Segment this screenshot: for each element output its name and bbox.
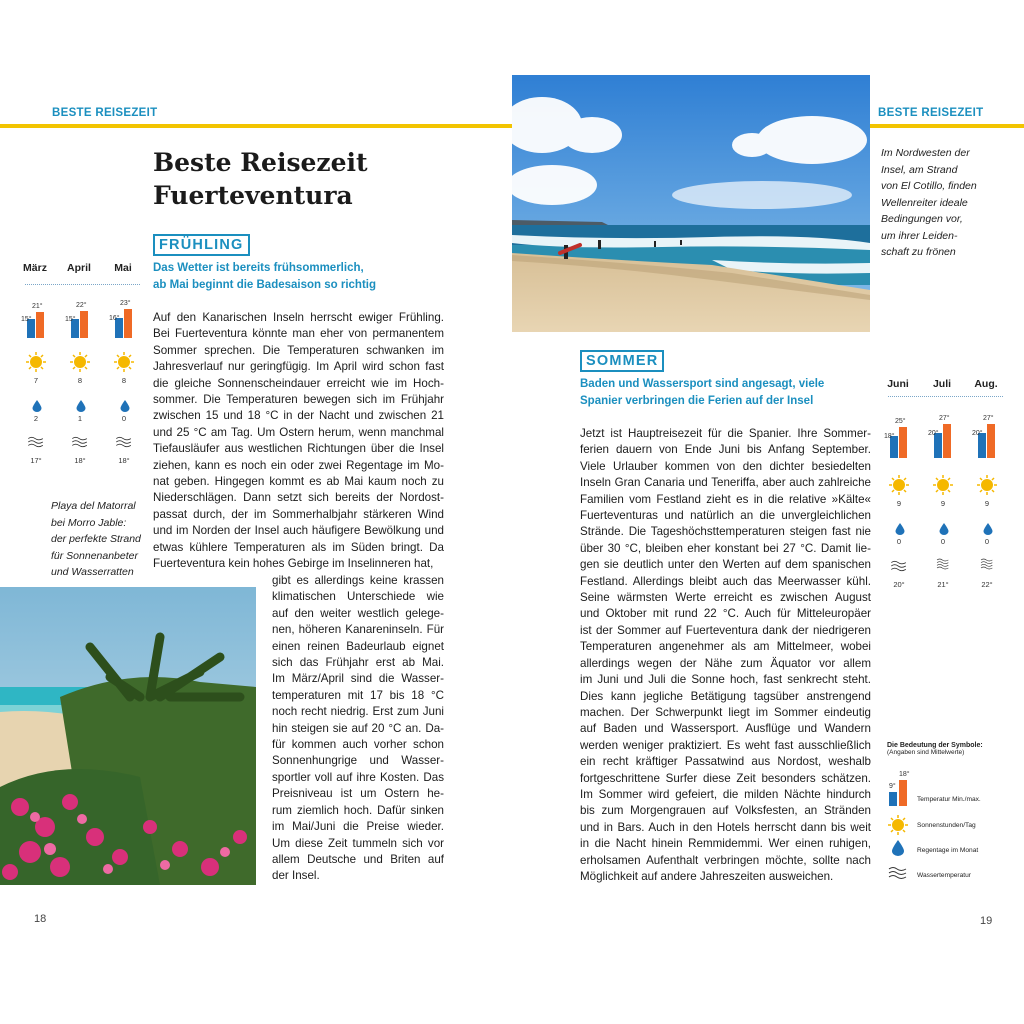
legend-rain-label: Regentage im Monat xyxy=(917,847,979,854)
legend-min-bar xyxy=(889,792,897,806)
water-temp-value: 17° xyxy=(30,456,42,465)
max-temp-bar xyxy=(987,424,995,458)
body-line: bis zum Morgengrauen auf Volksfesten, an Stränden xyxy=(580,804,871,818)
body-line: machen. Der Schwerpunkt liegt im Sommer eindeutig xyxy=(580,705,871,719)
month-label: April xyxy=(67,262,91,274)
max-temp-label: 25° xyxy=(895,417,906,425)
subhead-line-1: Baden und Wassersport sind angesagt, viele xyxy=(580,378,825,390)
body-line: gibt es allerdings keine krassen xyxy=(272,574,444,587)
caption-line: der perfekte Strand xyxy=(51,533,141,545)
month-label: Aug. xyxy=(974,378,998,390)
body-line: Dies kann jegliche Betätigung tagsüber anstrengend xyxy=(580,689,871,703)
month-label: Juli xyxy=(932,378,952,390)
body-line: zwischen 15 und 18 °C in der Nacht und zwischen 21 xyxy=(153,409,444,423)
body-line: Bei Fuerteventura könnte man eher von permanentem xyxy=(153,327,444,341)
title-line-2: Fuerteventura xyxy=(153,181,353,210)
legend-subtitle: (Angaben sind Mittelwerte) xyxy=(887,749,965,756)
body-line: und 25 °C am Tag. Um Ostern herum, wenn manchmal xyxy=(153,425,444,439)
raindrop-icon xyxy=(76,400,86,412)
month-label: März xyxy=(23,262,47,274)
legend-max-bar xyxy=(899,780,907,806)
body-line: Preisniveau ist um Ostern he- xyxy=(272,787,444,801)
season-badge-summer: SOMMER xyxy=(580,350,664,372)
body-line: ist der Sommer auf Fuerteventura dank der niedrigeren xyxy=(580,623,871,637)
body-line: Um diese Zeit tummeln sich vor xyxy=(272,836,444,850)
body-line: Familien vom Festland zieht es in die relative »Kälte« xyxy=(580,492,871,506)
legend-temp-bars xyxy=(889,772,913,806)
body-line: nen, höheren Kanareninseln. Für xyxy=(272,623,444,637)
sun-icon xyxy=(26,352,46,372)
body-line: allerdings wegen der Nähe zum Äquator vor allem xyxy=(580,656,871,670)
body-line: erholsamen Aufenthalt verbringen möchte, sollte nach xyxy=(580,853,871,867)
waves-icon xyxy=(71,436,89,448)
page-number-right: 19 xyxy=(980,915,993,927)
body-line: in die Nacht hinein Remmidemmi. Wer einen ruhigen, xyxy=(580,837,871,851)
section-label-left: BESTE REISEZEIT xyxy=(52,107,158,119)
rain-days-value: 0 xyxy=(940,537,946,546)
caption-line: für Sonnenanbeter xyxy=(51,549,138,562)
body-line: einen reinen Badeurlaub eignet xyxy=(272,639,444,653)
body-line: Seine wärmsten Werte erreicht es zwischen August xyxy=(580,591,871,605)
water-temp-value: 18° xyxy=(118,456,130,465)
max-temp-label: 27° xyxy=(983,415,994,423)
header-rule-left xyxy=(0,124,512,128)
max-temp-label: 23° xyxy=(120,300,131,308)
body-line: und im Norden der Insel auch häufigere Bewölkung und xyxy=(153,524,444,538)
waves-icon xyxy=(978,558,996,570)
rain-days-value: 0 xyxy=(121,414,127,423)
body-line: werden weniger praktiziert. Es weht fast ausschließlich xyxy=(580,738,871,752)
sun-icon xyxy=(933,475,953,495)
caption-line: bei Morro Jable: xyxy=(51,516,127,529)
caption-line: Im Nordwesten der xyxy=(881,147,970,159)
sun-hours-value: 9 xyxy=(984,499,990,508)
raindrop-icon xyxy=(32,400,42,412)
max-temp-bar xyxy=(943,424,951,458)
title-line-1: Beste Reisezeit xyxy=(153,148,368,177)
body-line: die gleiche Sonnenscheindauer erreicht wie im Hoch- xyxy=(153,376,444,390)
body-line: Jetzt ist Hauptreisezeit für die Spanier. Ihre Sommer- xyxy=(580,427,871,440)
raindrop-icon xyxy=(983,523,993,535)
subhead-line-2: ab Mai beginnt die Badesaison so richtig xyxy=(153,279,377,291)
body-line: Im März/April sind die Wasser- xyxy=(272,672,444,686)
body-line: gen sie deutlich unter den Werten auf dem spanischen xyxy=(580,558,871,572)
subhead-line-1: Das Wetter ist bereits frühsommerlich, xyxy=(153,262,364,274)
legend-raindrop-icon xyxy=(892,840,904,856)
body-line: und Oktober mit rund 22 °C. Auch für Mitteleuropäer xyxy=(580,607,871,621)
body-line: Fuerteventuras und natürlich an die unvergleichlichen xyxy=(580,509,871,523)
min-temp-label: 20° xyxy=(928,430,939,437)
subhead-summer xyxy=(580,376,824,410)
legend-sun-icon xyxy=(888,815,908,835)
min-temp-label: 16° xyxy=(109,315,120,322)
sun-icon xyxy=(114,352,134,372)
sun-icon xyxy=(889,475,909,495)
body-line: Temperaturen angenehmer als am Mittelmeer, wobei xyxy=(580,640,871,654)
waves-icon xyxy=(890,560,908,572)
sun-hours-value: 8 xyxy=(77,376,83,385)
min-temp-label: 15° xyxy=(21,316,32,324)
min-temp-label: 18° xyxy=(884,432,895,440)
body-line: sommer. Die Temperaturen bewegen sich im Frühjahr xyxy=(153,393,444,407)
legend-temp-label: Temperatur Min./max. xyxy=(917,796,981,803)
surf-beach-photo-el-cotillo xyxy=(512,75,870,332)
legend-waves-icon xyxy=(888,866,908,880)
body-text-spring-continued xyxy=(272,573,444,885)
body-line: nat geben. Hingegen kommt es ab Mai kaum noch zu xyxy=(153,475,444,489)
body-line: Jahresverlauf nur geringfügig. Im April wird schon fast xyxy=(153,360,444,374)
raindrop-icon xyxy=(120,400,130,412)
body-line: allem Deutsche und Briten auf xyxy=(272,852,444,866)
body-line: auf den weiter westlich gelege- xyxy=(272,606,444,620)
body-line: ferien dauern von Ende Juni bis Anfang September. xyxy=(580,443,871,457)
photo-caption-right xyxy=(881,145,991,261)
body-text-summer xyxy=(580,426,871,885)
beach-photo-matorral xyxy=(0,587,256,885)
max-temp-bar xyxy=(899,427,907,458)
water-temp-value: 18° xyxy=(74,456,86,465)
sun-icon xyxy=(977,475,997,495)
caption-line: von El Cotillo, finden xyxy=(881,180,977,192)
rain-days-value: 0 xyxy=(896,537,902,546)
caption-line: und Wasserratten xyxy=(51,566,134,578)
body-line: Viele Urlauber kommen von den dichter besiedelten xyxy=(580,459,871,473)
chart-dotted-rule xyxy=(888,396,1003,397)
max-temp-label: 21° xyxy=(32,302,43,310)
sun-hours-value: 9 xyxy=(896,499,902,508)
body-line: im Mai/Juni die Preise wieder. xyxy=(272,820,444,834)
body-line: rum ziemlich hoch. Dafür sinken xyxy=(272,803,444,817)
raindrop-icon xyxy=(895,523,905,535)
max-temp-bar xyxy=(124,309,132,338)
water-temp-value: 21° xyxy=(937,580,949,589)
body-line: fortgeschrittene Surfer diese Zeit besonders schätzen. xyxy=(580,771,871,785)
legend-title: Die Bedeutung der Symbole: xyxy=(887,742,983,749)
body-line: sich das Frühjahr erst ab Mai. xyxy=(272,656,444,670)
water-temp-value: 20° xyxy=(893,580,905,589)
body-line: hin steigen sie auf 20 °C an. Da- xyxy=(272,721,444,735)
rain-days-value: 0 xyxy=(984,537,990,546)
section-label-right: BESTE REISEZEIT xyxy=(878,107,984,119)
legend-min-value: 9° xyxy=(889,783,896,790)
body-line: über 30 °C, bleiben eher konstant bei 27 °C. Damit lie- xyxy=(580,541,871,555)
rain-days-value: 2 xyxy=(33,414,39,423)
body-line: Inseln Gran Canaria und Teneriffa, aber auch zahlreiche xyxy=(580,476,871,490)
body-line: Sonnenhungrige und Wasser- xyxy=(272,754,444,768)
waves-icon xyxy=(27,436,45,448)
max-temp-label: 22° xyxy=(76,301,87,309)
caption-line: Wellenreiter ideale xyxy=(881,196,968,209)
caption-line: Insel, am Strand xyxy=(881,163,958,176)
body-line: sportler voll auf ihre Kosten. Das xyxy=(272,770,444,784)
body-line: temperaturen mit 17 bis 18 °C xyxy=(272,688,444,702)
body-line: ein recht kräftiger Passatwind aus Nordost, weshalb xyxy=(580,755,871,769)
month-label: Mai xyxy=(114,262,132,274)
caption-line: um ihrer Leiden- xyxy=(881,229,958,242)
body-line: Festland. Allerdings bleibt auch das Meerwasser kühl. xyxy=(580,574,871,588)
waves-icon xyxy=(934,558,952,570)
body-line: Tiefausläufer aus westlichen Richtungen über die Insel xyxy=(153,442,444,456)
sun-hours-value: 9 xyxy=(940,499,946,508)
body-line: Im Sommer wird gefeiert, die milden Nächte hindurch xyxy=(580,787,871,801)
body-line: Sommer sprechen. Die Temperaturen schwanken im xyxy=(153,343,444,357)
water-temp-value: 22° xyxy=(981,580,993,589)
sun-hours-value: 8 xyxy=(121,376,127,385)
photo-caption-left xyxy=(51,498,151,581)
subhead-spring xyxy=(153,260,376,294)
min-temp-label: 20° xyxy=(972,430,983,437)
waves-icon xyxy=(115,436,133,448)
caption-line: Bedingungen vor, xyxy=(881,213,963,225)
body-line: Niederschlägen. Dann setzt sich bereits der Nordost- xyxy=(153,491,444,505)
legend-max-value: 18° xyxy=(899,771,910,778)
body-line: passat durch, der im Sommerhalbjahr stärkeren Wind xyxy=(153,507,444,521)
body-line: klimatischen Unterschiede wie xyxy=(272,590,444,604)
chart-dotted-rule xyxy=(25,284,140,285)
month-label: Juni xyxy=(887,378,909,390)
season-badge-spring: FRÜHLING xyxy=(153,234,250,256)
caption-line: schaft zu frönen xyxy=(881,246,956,258)
body-line: auf Baden und Wassersport. Ausflüge und Wandern xyxy=(580,722,871,736)
body-line: noch recht niedrig. Erst zum Juni xyxy=(272,705,444,719)
caption-line: Playa del Matorral xyxy=(51,500,136,512)
raindrop-icon xyxy=(939,523,949,535)
body-line: ziehen, kann es noch ein oder zwei Regentage im Mo- xyxy=(153,458,444,472)
max-temp-label: 27° xyxy=(939,415,950,423)
body-line: im Juni und Juli die Sonne hoch, fast senkrecht steht. xyxy=(580,673,871,687)
legend-sun-label: Sonnenstunden/Tag xyxy=(917,822,976,829)
subhead-line-2: Spanier verbringen die Ferien auf der Insel xyxy=(580,395,814,407)
page-title xyxy=(153,146,368,212)
body-line: für kommen auch vorher schon xyxy=(272,738,444,752)
body-line: der Insel. xyxy=(272,869,320,883)
body-line: Auf den Kanarischen Inseln herrscht ewiger Frühling. xyxy=(153,311,444,324)
body-line: Fuerteventura kein hohes Gebirge im Inselinneren hat, xyxy=(153,557,434,571)
sun-hours-value: 7 xyxy=(33,376,39,385)
page-number-left: 18 xyxy=(34,913,47,925)
max-temp-bar xyxy=(80,311,88,339)
body-line: Strände. Die Tageshöchsttemperaturen steigen fast nie xyxy=(580,525,871,539)
legend-water-label: Wassertemperatur xyxy=(917,872,971,879)
body-text-spring xyxy=(153,310,444,573)
max-temp-bar xyxy=(36,312,44,338)
sun-icon xyxy=(70,352,90,372)
body-line: und in Bars. Auch in den Hotels herrscht dann bis weit xyxy=(580,820,871,834)
body-line: etwas kühlere Temperaturen als im Süden bringt. Da xyxy=(153,540,444,554)
symbol-legend xyxy=(887,742,1017,756)
rain-days-value: 1 xyxy=(77,414,83,423)
min-temp-label: 15° xyxy=(65,316,76,324)
body-line: Möglichkeit auf andere Jahreszeiten ausweichen. xyxy=(580,869,834,883)
